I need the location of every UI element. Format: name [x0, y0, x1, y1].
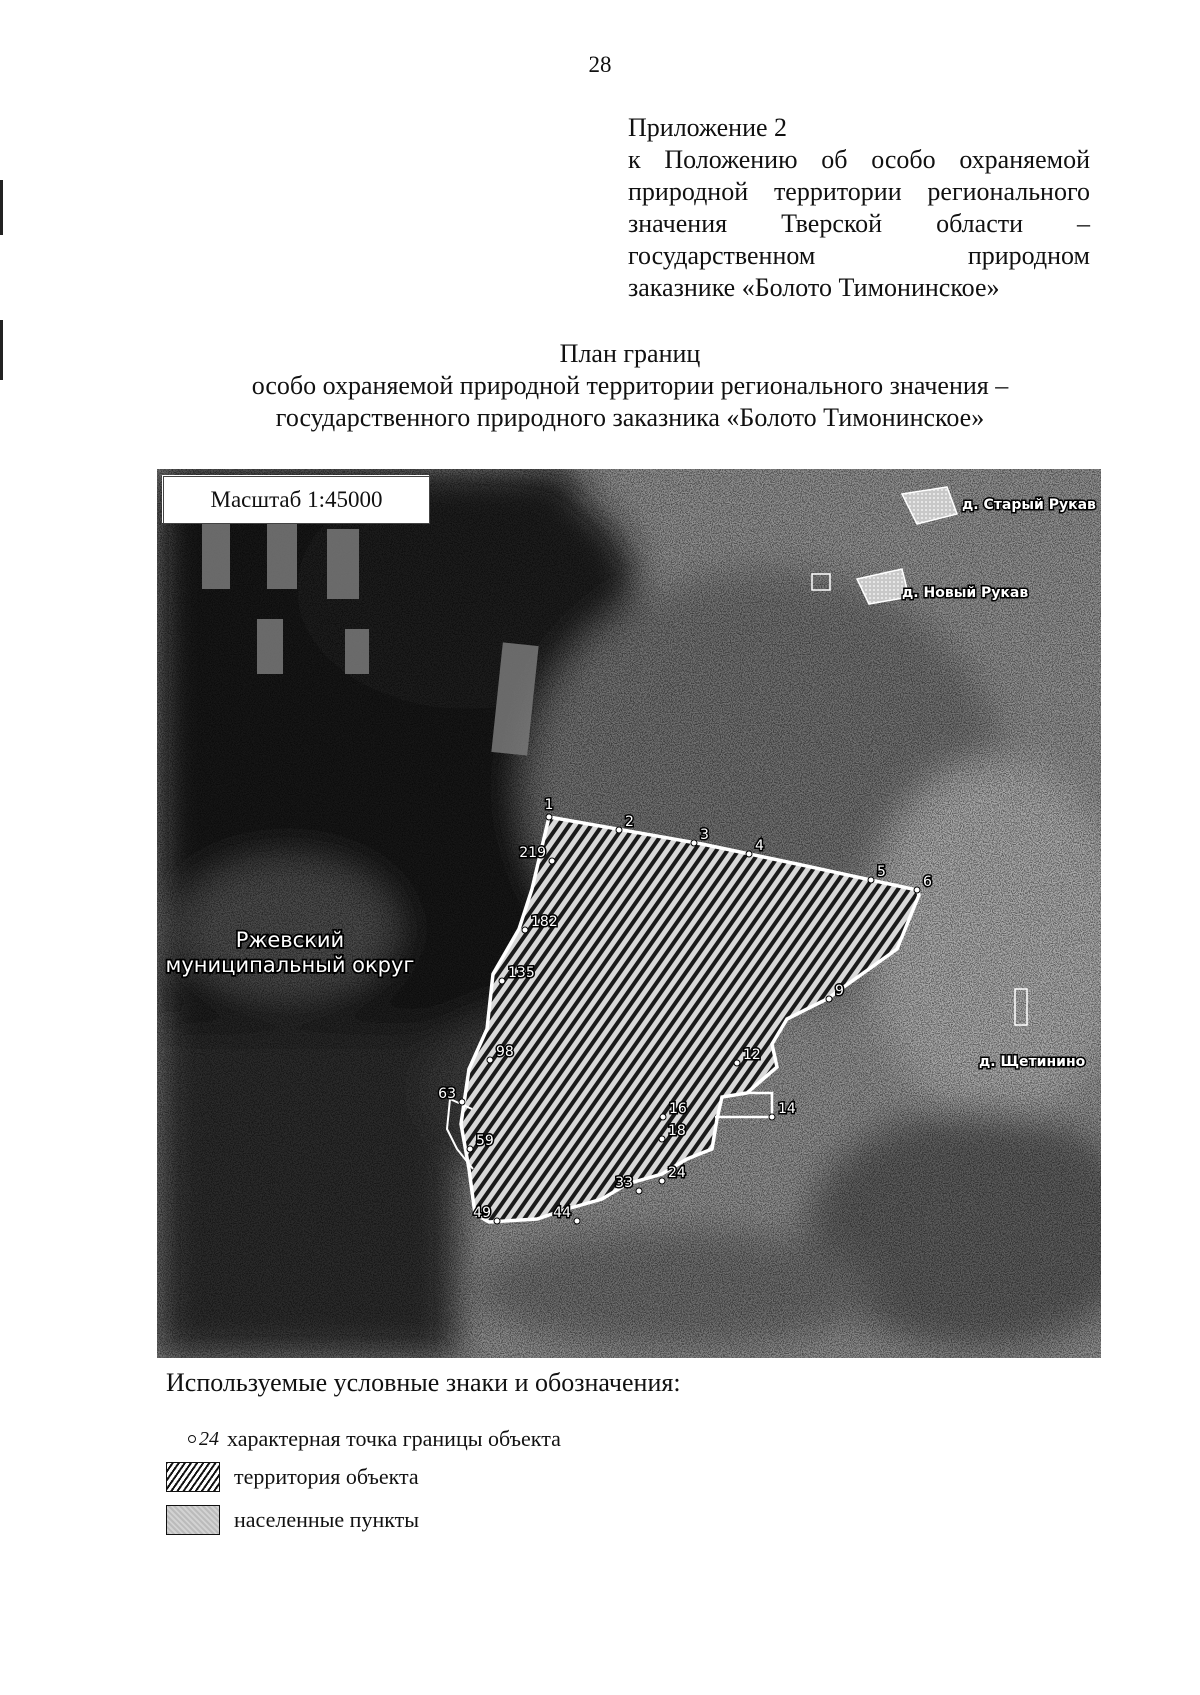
boundary-point-label: 24	[668, 1165, 686, 1181]
legend-point-number: 24	[199, 1427, 219, 1450]
legend-row-point	[166, 1424, 561, 1454]
appendix-line: Приложение 2	[628, 113, 788, 142]
scan-edge-mark	[0, 180, 3, 235]
boundary-point-marker	[914, 887, 920, 893]
boundary-point-label: 1	[544, 797, 554, 813]
boundary-point-marker	[499, 978, 505, 984]
boundary-point-marker	[659, 1136, 665, 1142]
appendix-line: природной территории регионального	[628, 177, 1090, 206]
boundary-point-marker	[769, 1114, 775, 1120]
boundary-point-marker	[546, 814, 552, 820]
boundary-point-marker	[868, 877, 874, 883]
boundary-point-marker	[691, 840, 697, 846]
boundary-point-label: 5	[877, 864, 886, 880]
hatched-territory-icon	[166, 1462, 220, 1492]
appendix-line: государственном природном	[628, 241, 1090, 270]
district-label-line: муниципальный округ	[165, 953, 415, 977]
boundary-point-label: 14	[778, 1101, 796, 1117]
boundary-point-marker	[636, 1188, 642, 1194]
boundary-point-label: 3	[700, 827, 709, 843]
boundary-point-marker	[660, 1114, 666, 1120]
boundary-point-label: 63	[438, 1086, 456, 1102]
plan-title-line: План границ	[559, 339, 701, 368]
settlement-label: д. Новый Рукав	[902, 585, 1029, 601]
legend-territory-label: территория объекта	[234, 1464, 419, 1489]
appendix-heading	[628, 112, 1090, 304]
boundary-point-marker	[574, 1218, 580, 1224]
boundary-point-marker	[616, 827, 622, 833]
boundary-point-label: 44	[553, 1205, 571, 1221]
boundary-point-label: 16	[669, 1101, 687, 1117]
settlement-label: д. Старый Рукав	[962, 497, 1096, 513]
legend-row-territory	[166, 1462, 419, 1492]
legend-title: Используемые условные знаки и обозначения:	[166, 1368, 681, 1397]
legend-row-settlements	[166, 1505, 419, 1535]
settlement-area-icon	[166, 1505, 220, 1535]
boundary-point-label: 33	[615, 1175, 633, 1191]
plan-title-line: особо охраняемой природной территории регионального значения –	[251, 371, 1009, 400]
boundary-point-label: 4	[755, 838, 764, 854]
boundary-point-marker	[494, 1218, 500, 1224]
boundary-point-label: 9	[835, 983, 844, 999]
district-label-line: Ржевский	[235, 928, 345, 952]
plan-title-line: государственного природного заказника «Болото Тимонинское»	[275, 403, 985, 432]
boundary-point-label: 6	[923, 874, 932, 890]
boundary-point-marker	[549, 858, 555, 864]
boundary-point-marker	[459, 1099, 465, 1105]
boundary-point-label: 12	[743, 1047, 761, 1063]
boundary-point-icon	[166, 1428, 219, 1451]
boundary-point-label: 18	[668, 1123, 686, 1139]
boundary-point-label: 59	[476, 1133, 494, 1149]
plan-title	[0, 338, 1200, 434]
boundary-point-marker	[467, 1146, 473, 1152]
boundary-point-marker	[659, 1178, 665, 1184]
boundary-point-label: 2	[625, 814, 634, 830]
boundary-point-label: 135	[508, 965, 535, 981]
boundary-map	[157, 469, 1101, 1358]
boundary-point-label: 219	[519, 845, 546, 861]
page-number: 28	[588, 52, 612, 77]
boundary-point-label: 98	[496, 1044, 514, 1060]
legend-point-label: характерная точка границы объекта	[227, 1426, 561, 1451]
boundary-point-marker	[734, 1060, 740, 1066]
appendix-line: заказнике «Болото Тимонинское»	[628, 273, 1000, 302]
boundary-point-marker	[826, 996, 832, 1002]
scale-label: Масштаб 1:45000	[163, 476, 430, 524]
settlement-label: д. Щетинино	[979, 1054, 1086, 1070]
boundary-point-marker	[487, 1057, 493, 1063]
boundary-point-label: 49	[473, 1205, 491, 1221]
boundary-point-marker	[522, 927, 528, 933]
appendix-line: значения Тверской области –	[628, 209, 1090, 238]
boundary-point-marker	[746, 851, 752, 857]
appendix-line: к Положению об особо охраняемой	[628, 145, 1090, 174]
boundary-point-label: 182	[531, 914, 558, 930]
legend-settlements-label: населенные пункты	[234, 1507, 420, 1532]
